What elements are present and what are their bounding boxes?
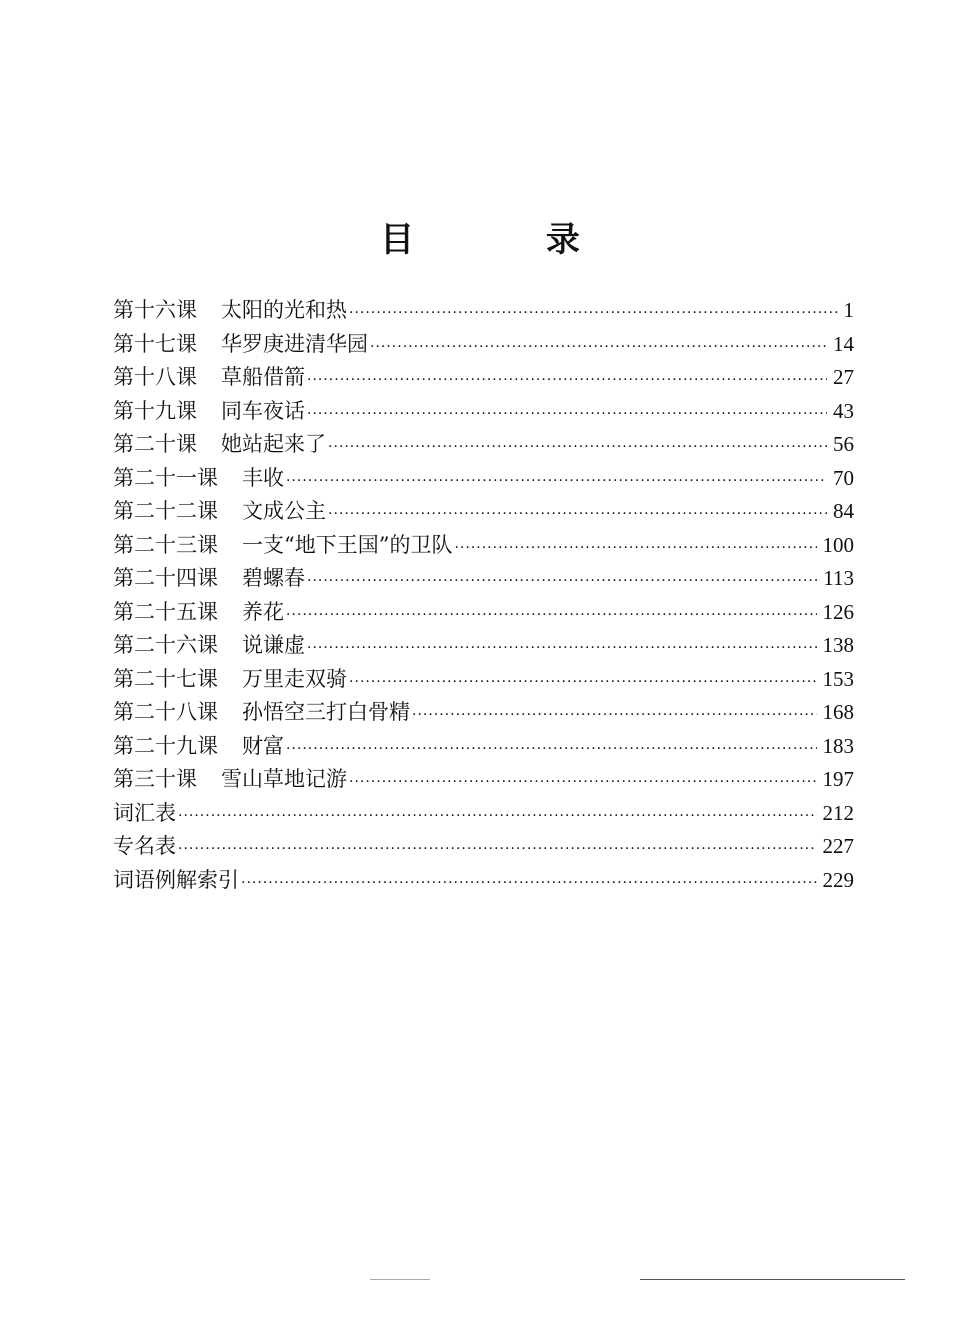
- dot-leader: [178, 800, 817, 834]
- lesson-number: 第十九课: [113, 398, 197, 423]
- toc-entry: [113, 294, 854, 328]
- lesson-number: 第三十课: [113, 767, 197, 791]
- scan-artifact: [370, 1279, 430, 1280]
- toc-entry: [113, 629, 854, 663]
- entry-title: 太阳的光和热: [221, 298, 347, 322]
- page-number: 14: [833, 331, 854, 356]
- page-number: 1: [843, 298, 854, 322]
- entry-title: 同车夜话: [221, 398, 305, 423]
- entry-title: 她站起来了: [221, 432, 326, 456]
- entry-title: 丰收: [242, 465, 284, 490]
- page-title: 目 录: [380, 220, 640, 260]
- page-number: 84: [833, 499, 854, 523]
- entry-title: 一支“地下王国”的卫队: [242, 532, 453, 557]
- dot-leader: [307, 398, 827, 432]
- toc-entry: [113, 830, 854, 864]
- page-number: 138: [822, 633, 854, 657]
- lesson-number: 第二十六课: [113, 633, 218, 657]
- page-number: 113: [823, 566, 854, 590]
- entry-title: 草船借箭: [221, 365, 305, 389]
- lesson-number: 第二十八课: [113, 700, 218, 724]
- dot-leader: [286, 599, 817, 633]
- lesson-number: 第十六课: [113, 298, 197, 322]
- lesson-number: 第十八课: [113, 365, 197, 389]
- page-number: 56: [833, 432, 854, 456]
- entry-title: 养花: [242, 599, 284, 624]
- entry-title: 雪山草地记游: [221, 767, 347, 791]
- toc-entry: [113, 663, 854, 697]
- entry-title: 万里走双骑: [242, 666, 347, 691]
- entry-title: 专名表: [113, 834, 176, 858]
- lesson-number: 第二十七课: [113, 666, 218, 691]
- dot-leader: [454, 532, 816, 566]
- lesson-number: 第二十九课: [113, 733, 218, 758]
- dot-leader: [412, 699, 817, 733]
- table-of-contents: [113, 294, 854, 897]
- page-number: 229: [822, 867, 854, 892]
- dot-leader: [349, 666, 817, 700]
- toc-entry: [113, 562, 854, 596]
- toc-entry: [113, 462, 854, 496]
- entry-title: 词语例解索引: [113, 867, 239, 892]
- toc-entry: [113, 696, 854, 730]
- dot-leader: [349, 297, 838, 331]
- dot-leader: [286, 733, 817, 767]
- dot-leader: [328, 431, 827, 465]
- toc-entry: [113, 328, 854, 362]
- dot-leader: [307, 565, 817, 599]
- page-number: 126: [822, 599, 854, 624]
- toc-entry: [113, 797, 854, 831]
- dot-leader: [370, 331, 827, 365]
- dot-leader: [307, 632, 817, 666]
- page-number: 227: [822, 834, 854, 858]
- toc-entry: [113, 361, 854, 395]
- lesson-number: 第二十四课: [113, 566, 218, 590]
- scan-artifact: [640, 1279, 905, 1280]
- page-number: 197: [822, 767, 854, 791]
- entry-title: 文成公主: [242, 499, 326, 523]
- toc-entry: [113, 495, 854, 529]
- toc-entry: [113, 864, 854, 898]
- dot-leader: [307, 364, 827, 398]
- toc-entry: [113, 730, 854, 764]
- entry-title: 财富: [242, 733, 284, 758]
- entry-title: 碧螺春: [242, 566, 305, 590]
- page-number: 100: [822, 532, 854, 557]
- page-number: 212: [822, 800, 854, 825]
- lesson-number: 第十七课: [113, 331, 197, 356]
- toc-entry: [113, 428, 854, 462]
- lesson-number: 第二十一课: [113, 465, 218, 490]
- dot-leader: [178, 833, 817, 867]
- toc-entry: [113, 529, 854, 563]
- entry-title: 孙悟空三打白骨精: [242, 700, 410, 724]
- entry-title: 词汇表: [113, 800, 176, 825]
- toc-entry: [113, 395, 854, 429]
- page-number: 70: [833, 465, 854, 490]
- page-number: 183: [822, 733, 854, 758]
- toc-entry: [113, 596, 854, 630]
- dot-leader: [328, 498, 827, 532]
- entry-title: 华罗庚进清华园: [221, 331, 368, 356]
- page-number: 43: [833, 398, 854, 423]
- lesson-number: 第二十二课: [113, 499, 218, 523]
- lesson-number: 第二十五课: [113, 599, 218, 624]
- entry-title: 说谦虚: [242, 633, 305, 657]
- dot-leader: [241, 867, 817, 901]
- lesson-number: 第二十三课: [113, 532, 218, 557]
- lesson-number: 第二十课: [113, 432, 197, 456]
- page-number: 27: [833, 365, 854, 389]
- dot-leader: [286, 465, 827, 499]
- toc-entry: [113, 763, 854, 797]
- page-number: 153: [822, 666, 854, 691]
- dot-leader: [349, 766, 817, 800]
- page-number: 168: [822, 700, 854, 724]
